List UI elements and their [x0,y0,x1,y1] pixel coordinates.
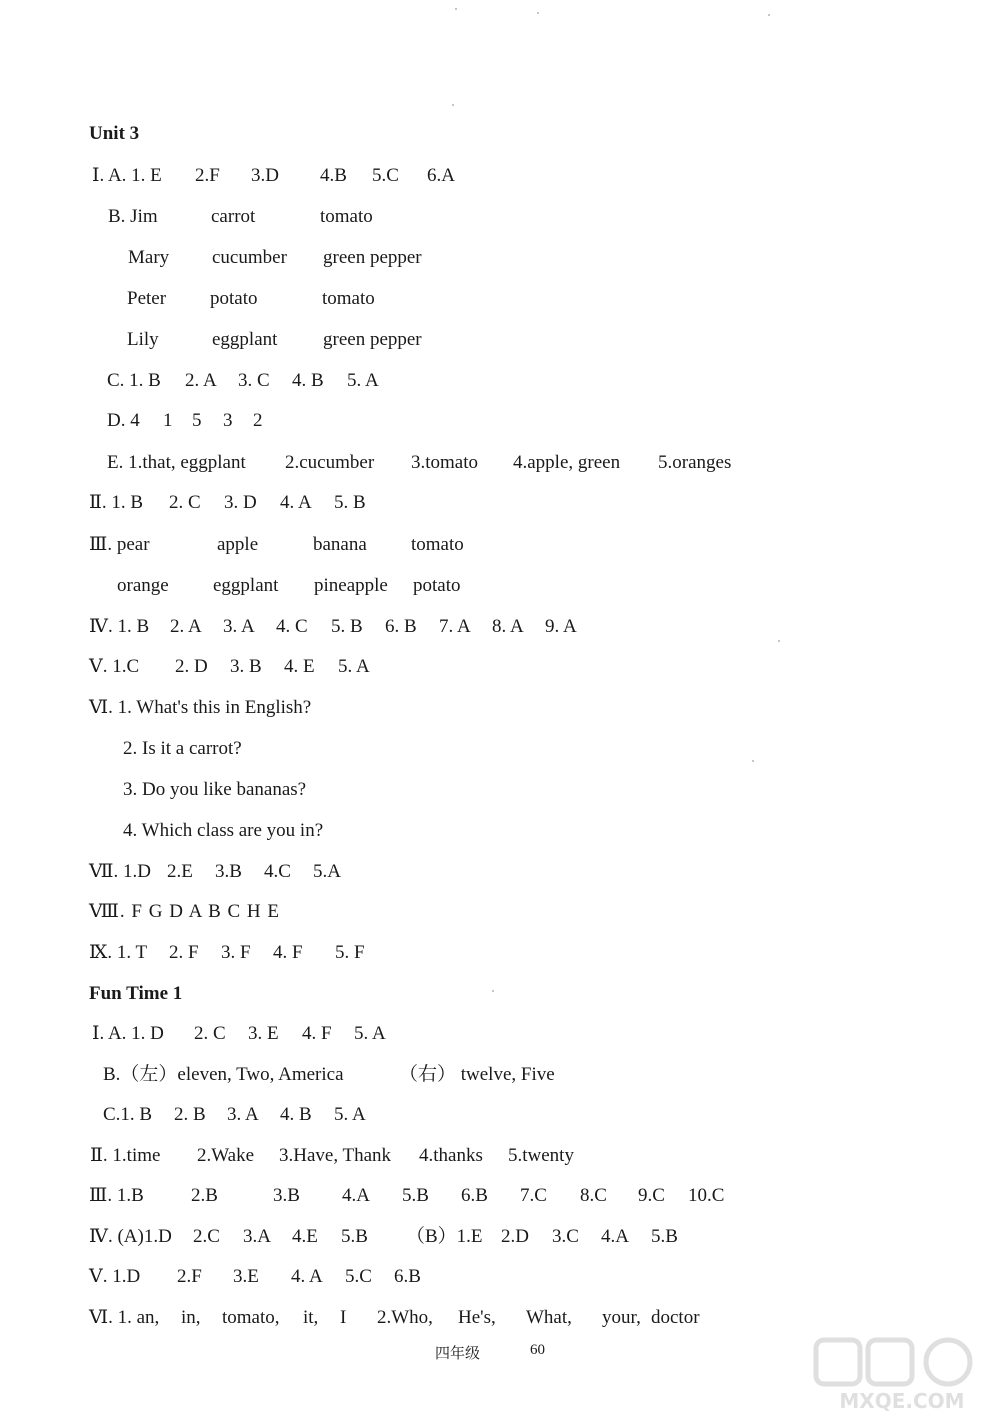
section-6-line: Ⅵ. 1. What's this in English? [89,697,312,718]
watermark-logo [812,1334,992,1414]
scan-speck [492,990,494,992]
fun-time-title: Fun Time 1 [89,983,183,1004]
scan-speck [778,640,780,642]
scan-speck [455,8,457,10]
scan-speck [452,104,454,106]
watermark-text: MXQE.COM [839,1389,965,1413]
scan-speck [768,14,770,16]
section-6-line: 3. Do you like bananas? [123,779,307,800]
scan-speck [537,12,539,14]
footer-page-number: 60 [530,1342,545,1358]
answer-key-page: Unit 3 Ⅰ. A. 1. E 2.F 3.D 4.B 5.C 6.A B. Jim carrot tomato Mary cucumber green pepper Peter potato tomato Lily eggplant green pepper C. 1. B 2. A 3. C 4. B 5. A D. 4 1 5 3 2 E. 1.that, eggplant 2.cucumber 3.tomato 4.apple, green 5.oranges Ⅱ. 1. B 2. C 3. D 4. A 5. B Ⅲ. pear apple banana tomato orange eggplant pineapple potato Ⅳ. 1. B 2. A 3. A 4. C 5. B 6. B 7. A 8. A 9. A Ⅴ. 1.C 2. D 3. B 4. E 5. A Ⅵ. 1. What's this in English? 2. Is it a carrot? 3. Do you like bananas? 4. Which class are you in? Ⅶ. 1.D 2.E 3.B 4.C 5.A Ⅷ. F G D A B C H E Ⅸ. 1. T 2. F 3. F 4. F 5. F Fun Time 1 Ⅰ. A. 1. D 2. C 3. E 4. F 5. A B.（左）eleven, Two, America （右） twelve, Five C.1. B 2. B 3. A 4. B 5. A Ⅱ. 1.time 2.Wake 3.Have, Thank 4.thanks 5.twenty Ⅲ. 1.B 2.B 3.B 4.A 5.B 6.B 7.C 8.C 9.C 10.C Ⅳ. (A)1.D 2.C 3.A 4.E 5.B （B）1.E 2.D 3.C 4.A 5.B Ⅴ. 1.D 2.F 3.E 4. A 5.C 6.B Ⅵ. 1. an, in, tomato, it, I 2.Who, He's, What, your, doctor 四年级 60 MXQE.COM [0,0,1000,1420]
scan-speck [752,760,754,762]
section-6-line: 4. Which class are you in? [123,820,324,841]
section-8: Ⅷ. F G D A B C H E [89,901,280,922]
footer-grade: 四年级 [435,1346,481,1362]
unit-3-title: Unit 3 [89,123,140,144]
section-6-line: 2. Is it a carrot? [123,738,242,759]
